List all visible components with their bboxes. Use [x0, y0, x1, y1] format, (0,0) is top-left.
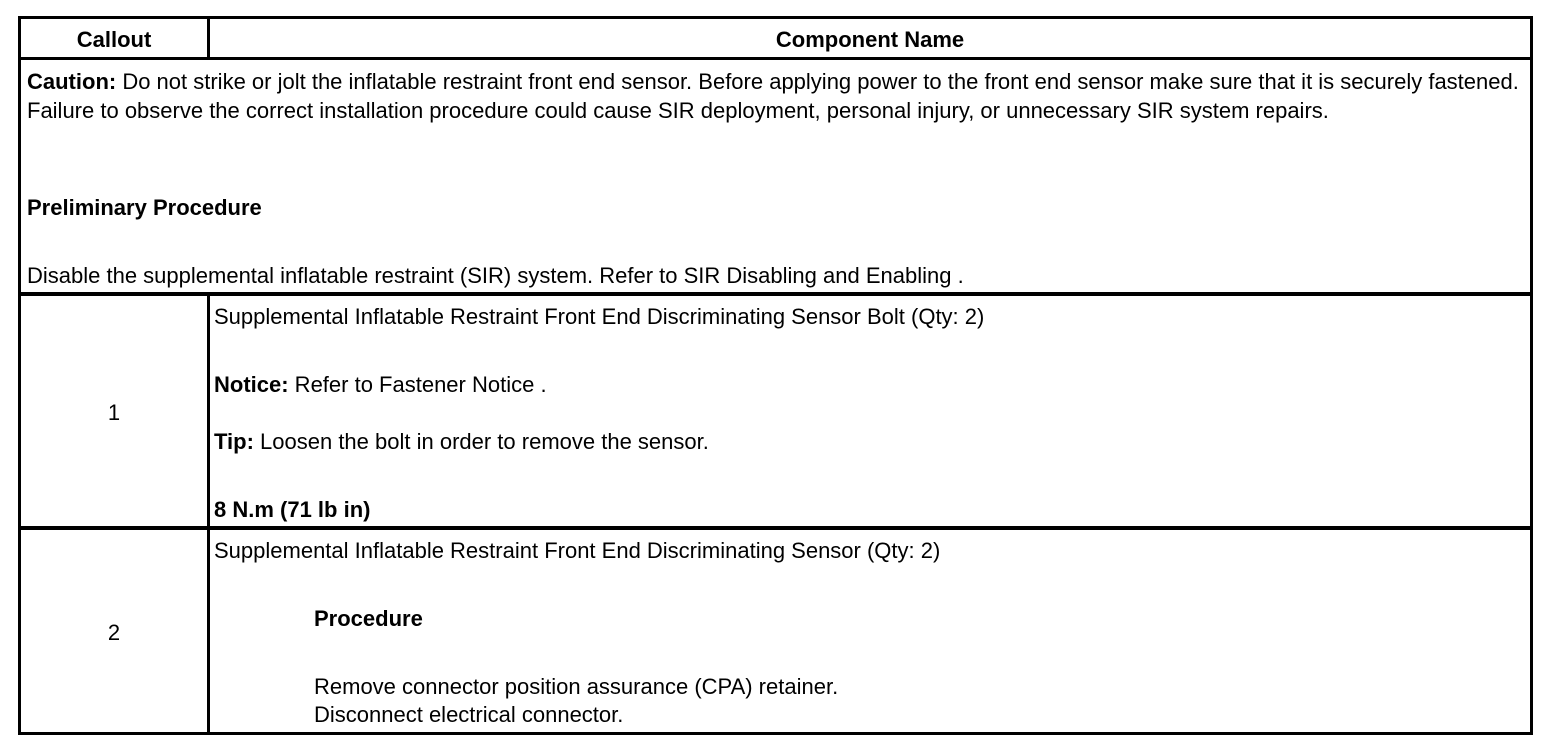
row-1-notice [214, 372, 547, 398]
preliminary-heading: Preliminary Procedure [27, 195, 262, 220]
section-bottom-rule [21, 292, 1530, 296]
row-1-tip-label: Tip: [214, 429, 254, 454]
row-2-step-2: Disconnect electrical connector. [314, 702, 624, 727]
preliminary-text: Disable the supplemental inflatable restraint (SIR) system. Refer to SIR Disabling and Enabling . [27, 263, 964, 288]
header-component-name: Component Name [775, 27, 965, 52]
caution-text: Do not strike or jolt the inflatable restraint front end sensor. Before applying power to the front end sensor make sure that it is securely fastened. Failure to observe the correct installation procedure could cause SIR deployment, personal injury, or unnecessary SIR system repairs. [27, 69, 1519, 123]
row-2-component-name: Supplemental Inflatable Restraint Front End Discriminating Sensor (Qty: 2) [214, 538, 941, 563]
caution-label: Caution: [27, 69, 117, 94]
caution-paragraph [27, 67, 1522, 125]
row-2-procedure-heading: Procedure [314, 606, 423, 631]
row-1-torque: 8 N.m (71 lb in) [214, 497, 371, 522]
rows-divider [207, 295, 210, 735]
row-2-step-1: Remove connector position assurance (CPA) retainer. [314, 674, 839, 699]
header-bottom-rule [21, 57, 1530, 60]
component-table [18, 16, 1533, 735]
row-1-notice-label: Notice: [214, 372, 289, 397]
row-1-bottom-rule [21, 526, 1530, 530]
row-1-tip [214, 429, 709, 455]
row-2-callout: 2 [107, 620, 121, 645]
row-1-callout: 1 [107, 400, 121, 425]
row-1-component-name: Supplemental Inflatable Restraint Front End Discriminating Sensor Bolt (Qty: 2) [214, 304, 985, 329]
header-callout: Callout [76, 27, 152, 52]
row-1-notice-text: Refer to Fastener Notice . [288, 372, 547, 397]
row-1-tip-text: Loosen the bolt in order to remove the sensor. [253, 429, 709, 454]
header-divider [207, 19, 210, 59]
